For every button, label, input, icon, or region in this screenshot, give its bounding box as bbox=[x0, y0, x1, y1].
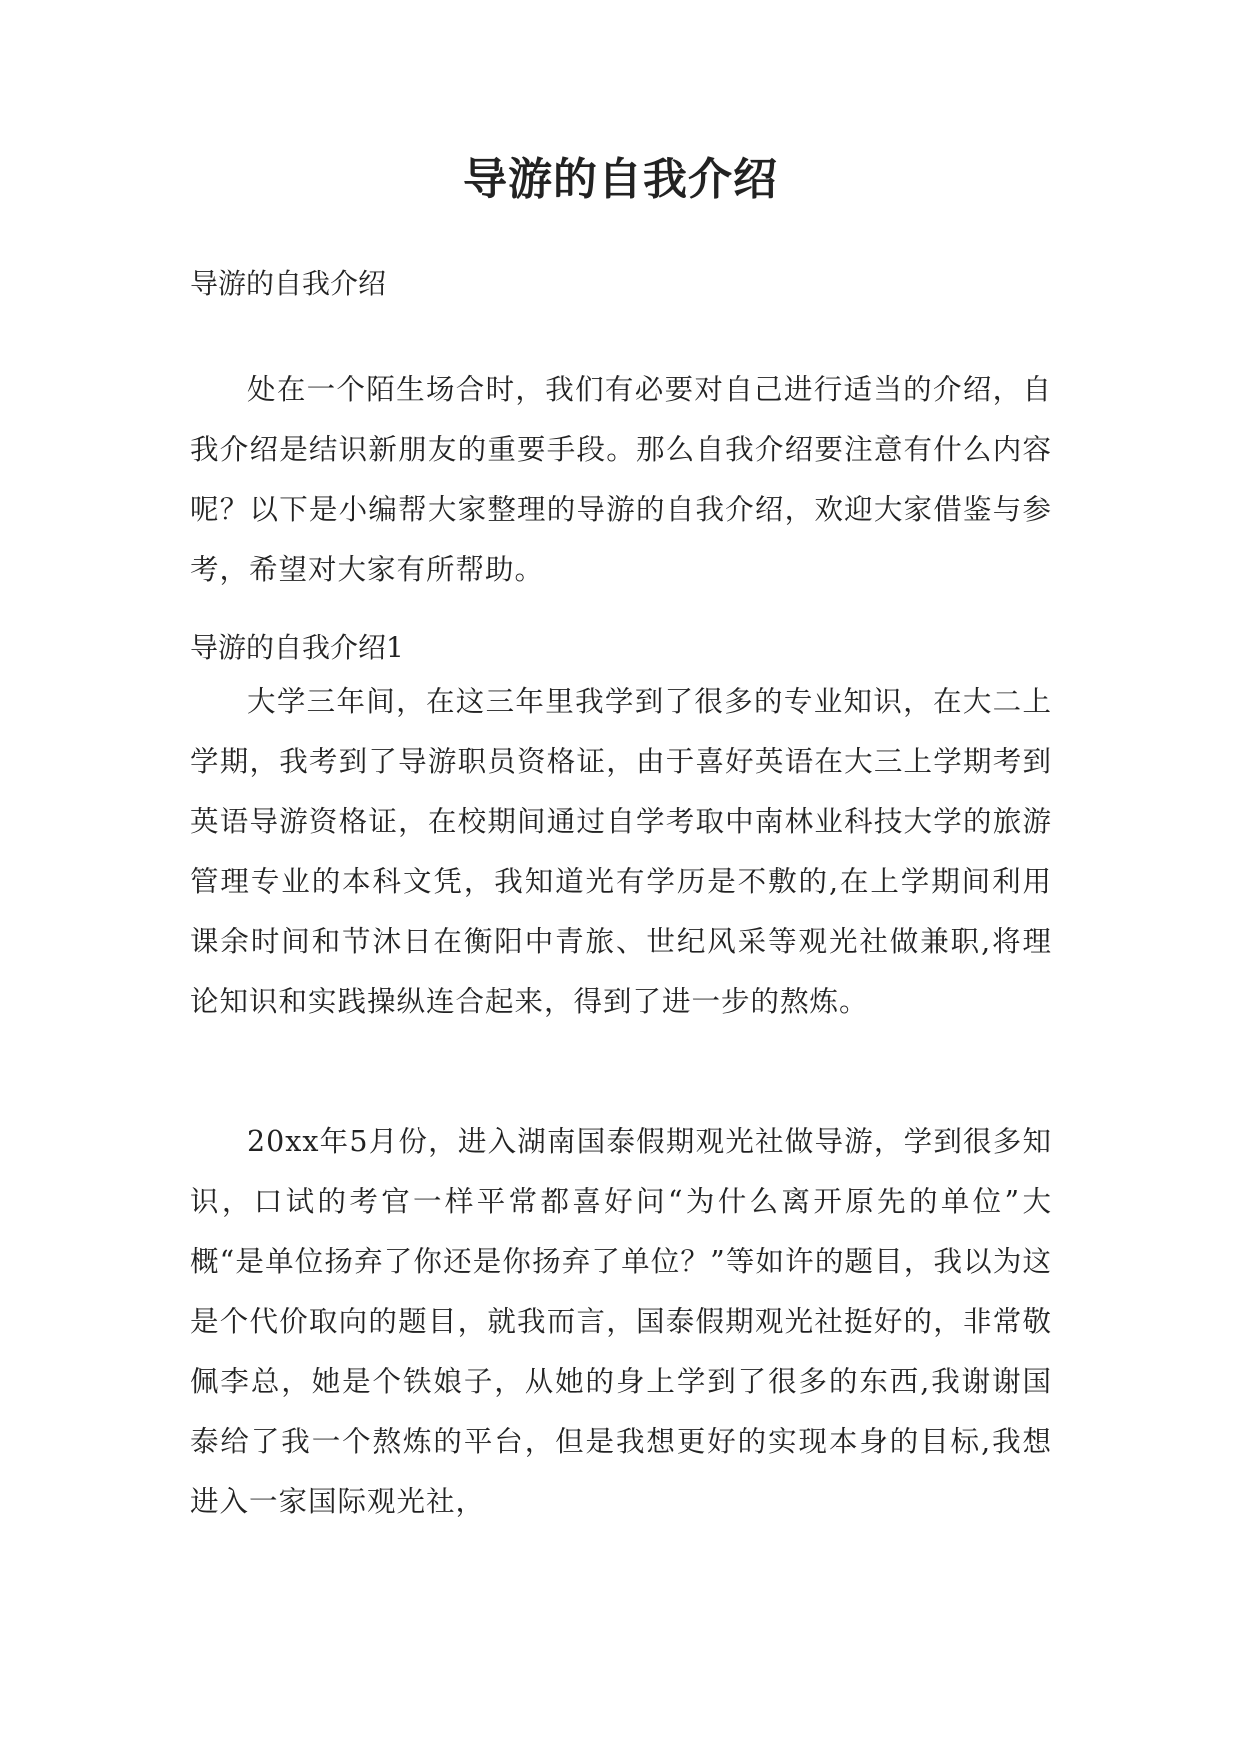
intro-paragraph: 处在一个陌生场合时，我们有必要对自己进行适当的介绍，自我介绍是结识新朋友的重要手段。那么自我介绍要注意有什么内容呢？以下是小编帮大家整理的导游的自我介绍，欢迎大家借鉴与参考，希望对大家有所帮助。 bbox=[190, 373, 1052, 586]
section-1-paragraph-2: 20xx年5月份，进入湖南国泰假期观光社做导游，学到很多知识，口试的考官一样平常都喜好问“为什么离开原先的单位”大概“是单位扬弃了你还是你扬弃了单位？”等如许的题目，我以为这是个代价取向的题目，就我而言，国泰假期观光社挺好的，非常敬佩李总，她是个铁娘子，从她的身上学到了很多的东西,我谢谢国泰给了我一个熬炼的平台，但是我想更好的实现本身的目标,我想进入一家国际观光社， bbox=[190, 1125, 1052, 1518]
document-subtitle: 导游的自我介绍 bbox=[190, 267, 387, 300]
document-title: 导游的自我介绍 bbox=[463, 154, 778, 205]
section-1-heading: 导游的自我介绍1 bbox=[190, 631, 404, 664]
section-1-paragraph-1: 大学三年间，在这三年里我学到了很多的专业知识，在大二上学期，我考到了导游职员资格证，由于喜好英语在大三上学期考到英语导游资格证，在校期间通过自学考取中南林业科技大学的旅游管理专业的本科文凭，我知道光有学历是不敷的,在上学期间利用课余时间和节沐日在衡阳中青旅、世纪风采等观光社做兼职,将理论知识和实践操纵连合起来，得到了进一步的熬炼。 bbox=[190, 685, 1052, 1018]
